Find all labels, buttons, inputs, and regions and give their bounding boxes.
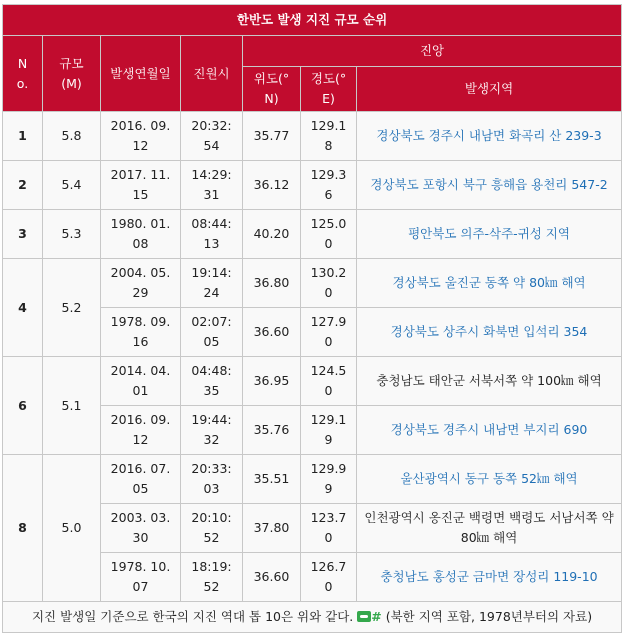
header-time: 진원시: [181, 36, 243, 112]
region-cell: 인천광역시 옹진군 백령면 백령도 서남서쪽 약 80㎞ 해역: [357, 504, 622, 553]
date-cell: 2016. 09. 12: [101, 406, 181, 455]
magnitude-cell: 5.4: [43, 161, 101, 210]
magnitude-cell: 5.8: [43, 112, 101, 161]
latitude-cell: 35.76: [243, 406, 301, 455]
rank-cell: 3: [3, 210, 43, 259]
time-cell: 20:32: 54: [181, 112, 243, 161]
region-link[interactable]: 평안북도 의주-삭주-귀성 지역: [357, 210, 622, 259]
region-link[interactable]: 경상북도 경주시 내남면 부지리 690: [357, 406, 622, 455]
rank-cell: 8: [3, 455, 43, 602]
region-link[interactable]: 울산광역시 동구 동쪽 52㎞ 해역: [357, 455, 622, 504]
magnitude-cell: 5.1: [43, 357, 101, 455]
rank-cell: 4: [3, 259, 43, 357]
hash-link[interactable]: #: [371, 609, 382, 624]
latitude-cell: 35.77: [243, 112, 301, 161]
earthquake-ranking-table: [2, 4, 622, 633]
time-cell: 14:29: 31: [181, 161, 243, 210]
longitude-cell: 126.7 0: [301, 553, 357, 602]
longitude-cell: 129.1 9: [301, 406, 357, 455]
header-date: 발생연월일: [101, 36, 181, 112]
latitude-cell: 36.60: [243, 308, 301, 357]
table-footer: [3, 602, 622, 633]
region-link[interactable]: 경상북도 경주시 내남면 화곡리 산 239-3: [357, 112, 622, 161]
date-cell: 2016. 07. 05: [101, 455, 181, 504]
time-cell: 08:44: 13: [181, 210, 243, 259]
table-row: [3, 161, 622, 210]
longitude-cell: 123.7 0: [301, 504, 357, 553]
table-row: [3, 112, 622, 161]
header-region: 발생지역: [357, 67, 622, 112]
date-cell: 2017. 11. 15: [101, 161, 181, 210]
region-link[interactable]: 경상북도 포항시 북구 흥해읍 용천리 547-2: [357, 161, 622, 210]
date-cell: 1978. 10. 07: [101, 553, 181, 602]
magnitude-cell: 5.2: [43, 259, 101, 357]
longitude-cell: 127.9 0: [301, 308, 357, 357]
link-icon[interactable]: [357, 611, 371, 622]
time-cell: 20:10: 52: [181, 504, 243, 553]
rank-cell: 6: [3, 357, 43, 455]
region-link[interactable]: 경상북도 울진군 동쪽 약 80㎞ 해역: [357, 259, 622, 308]
latitude-cell: 36.95: [243, 357, 301, 406]
longitude-cell: 124.5 0: [301, 357, 357, 406]
table-row: [3, 210, 622, 259]
time-cell: 19:14: 24: [181, 259, 243, 308]
rank-cell: 2: [3, 161, 43, 210]
longitude-cell: 125.0 0: [301, 210, 357, 259]
rank-cell: 1: [3, 112, 43, 161]
date-cell: 1978. 09. 16: [101, 308, 181, 357]
date-cell: 2004. 05. 29: [101, 259, 181, 308]
magnitude-cell: 5.3: [43, 210, 101, 259]
date-cell: 2016. 09. 12: [101, 112, 181, 161]
table-row: [3, 357, 622, 406]
longitude-cell: 129.3 6: [301, 161, 357, 210]
longitude-cell: 130.2 0: [301, 259, 357, 308]
latitude-cell: 40.20: [243, 210, 301, 259]
footer-note: (북한 지역 포함, 1978년부터의 자료): [385, 609, 593, 624]
region-link[interactable]: 충청남도 홍성군 금마면 장성리 119-10: [357, 553, 622, 602]
header-latitude: 위도(° N): [243, 67, 301, 112]
table-row: [3, 455, 622, 504]
table-body: [3, 112, 622, 602]
time-cell: 04:48: 35: [181, 357, 243, 406]
table-row: [3, 259, 622, 308]
latitude-cell: 36.80: [243, 259, 301, 308]
longitude-cell: 129.9 9: [301, 455, 357, 504]
earthquake-ranking-table-wrapper: [2, 4, 621, 633]
latitude-cell: 36.60: [243, 553, 301, 602]
region-cell: 충청남도 태안군 서북서쪽 약 100㎞ 해역: [357, 357, 622, 406]
region-link[interactable]: 경상북도 상주시 화북면 입석리 354: [357, 308, 622, 357]
longitude-cell: 129.1 8: [301, 112, 357, 161]
header-longitude: 경도(° E): [301, 67, 357, 112]
latitude-cell: 36.12: [243, 161, 301, 210]
time-cell: 02:07: 05: [181, 308, 243, 357]
date-cell: 1980. 01. 08: [101, 210, 181, 259]
magnitude-cell: 5.0: [43, 455, 101, 602]
header-magnitude: 규모 (M): [43, 36, 101, 112]
latitude-cell: 37.80: [243, 504, 301, 553]
footer-text: 지진 발생일 기준으로 한국의 지진 역대 톱 10은 위와 같다.: [31, 609, 354, 624]
header-no: N o.: [3, 36, 43, 112]
latitude-cell: 35.51: [243, 455, 301, 504]
time-cell: 20:33: 03: [181, 455, 243, 504]
header-epicenter: 진앙: [243, 36, 622, 67]
time-cell: 18:19: 52: [181, 553, 243, 602]
date-cell: 2003. 03. 30: [101, 504, 181, 553]
table-title: 한반도 발생 지진 규모 순위: [3, 5, 622, 36]
date-cell: 2014. 04. 01: [101, 357, 181, 406]
time-cell: 19:44: 32: [181, 406, 243, 455]
